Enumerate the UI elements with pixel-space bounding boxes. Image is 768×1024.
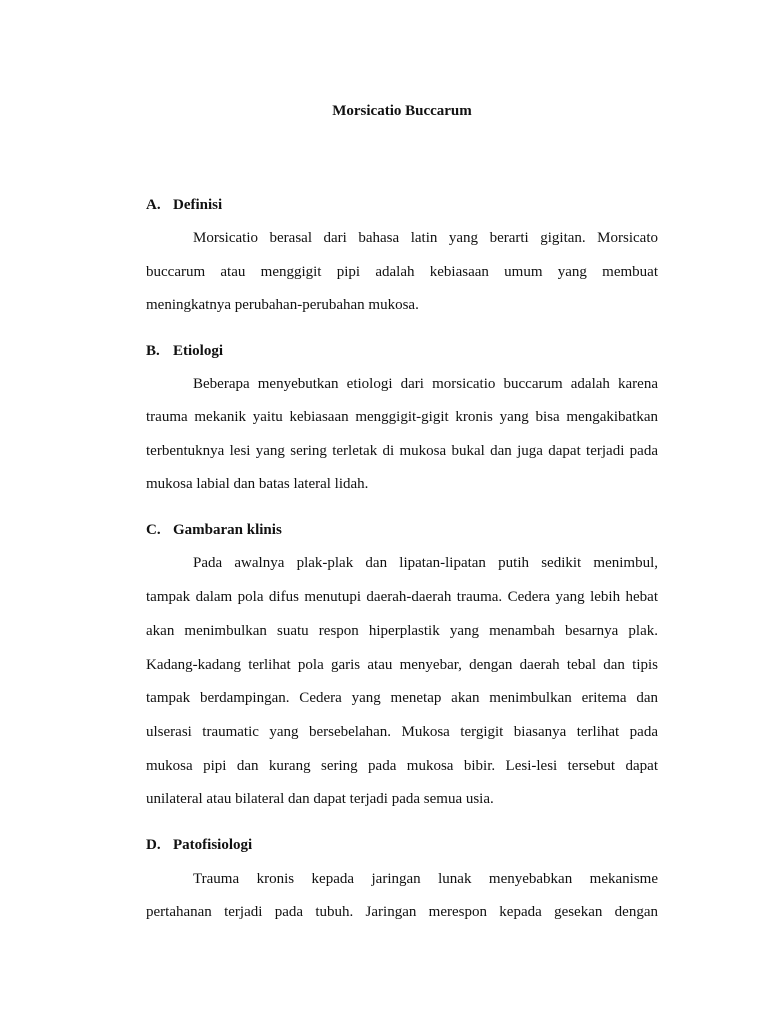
paragraph-line: akan menimbulkan suatu respon hiperplastik yang menambah besarnya plak.: [146, 623, 658, 639]
paragraph-line: meningkatnya perubahan-perubahan mukosa.: [146, 297, 419, 313]
section-title: Definisi: [173, 197, 223, 213]
paragraph-line: Morsicatio berasal dari bahasa latin yang berarti gigitan. Morsicato: [193, 230, 658, 246]
section-title: Gambaran klinis: [173, 522, 282, 538]
section-heading-gambaran-klinis: [146, 520, 282, 540]
paragraph-line: Beberapa menyebutkan etiologi dari morsicatio buccarum adalah karena: [193, 376, 658, 392]
section-letter: D.: [146, 837, 161, 853]
paragraph-line: mukosa pipi dan kurang sering pada mukosa bibir. Lesi-lesi tersebut dapat: [146, 758, 658, 774]
section-heading-definisi: [146, 195, 222, 215]
paragraph-line: Trauma kronis kepada jaringan lunak menyebabkan mekanisme: [193, 871, 658, 887]
section-heading-etiologi: [146, 341, 223, 361]
section-title: Etiologi: [173, 343, 224, 359]
document-title: Morsicatio Buccarum: [332, 103, 472, 119]
paragraph-line: pertahanan terjadi pada tubuh. Jaringan merespon kepada gesekan dengan: [146, 904, 658, 920]
section-letter: B.: [146, 343, 160, 359]
paragraph-line: tampak berdampingan. Cedera yang menetap akan menimbulkan eritema dan: [146, 690, 658, 706]
paragraph-line: mukosa labial dan batas lateral lidah.: [146, 476, 369, 492]
paragraph-line: buccarum atau menggigit pipi adalah kebiasaan umum yang membuat: [146, 264, 658, 280]
section-letter: A.: [146, 197, 161, 213]
paragraph-line: tampak dalam pola difus menutupi daerah-daerah trauma. Cedera yang lebih hebat: [146, 589, 658, 605]
section-heading-patofisiologi: [146, 835, 252, 855]
section-title: Patofisiologi: [173, 837, 253, 853]
section-letter: C.: [146, 522, 161, 538]
paragraph-line: terbentuknya lesi yang sering terletak di mukosa bukal dan juga dapat terjadi pada: [146, 443, 658, 459]
paragraph-line: unilateral atau bilateral dan dapat terjadi pada semua usia.: [146, 791, 494, 807]
paragraph-line: Kadang-kadang terlihat pola garis atau menyebar, dengan daerah tebal dan tipis: [146, 657, 658, 673]
paragraph-line: trauma mekanik yaitu kebiasaan menggigit-gigit kronis yang bisa mengakibatkan: [146, 409, 658, 425]
paragraph-line: ulserasi traumatic yang bersebelahan. Mukosa tergigit biasanya terlihat pada: [146, 724, 658, 740]
paragraph-line: Pada awalnya plak-plak dan lipatan-lipatan putih sedikit menimbul,: [193, 555, 658, 571]
